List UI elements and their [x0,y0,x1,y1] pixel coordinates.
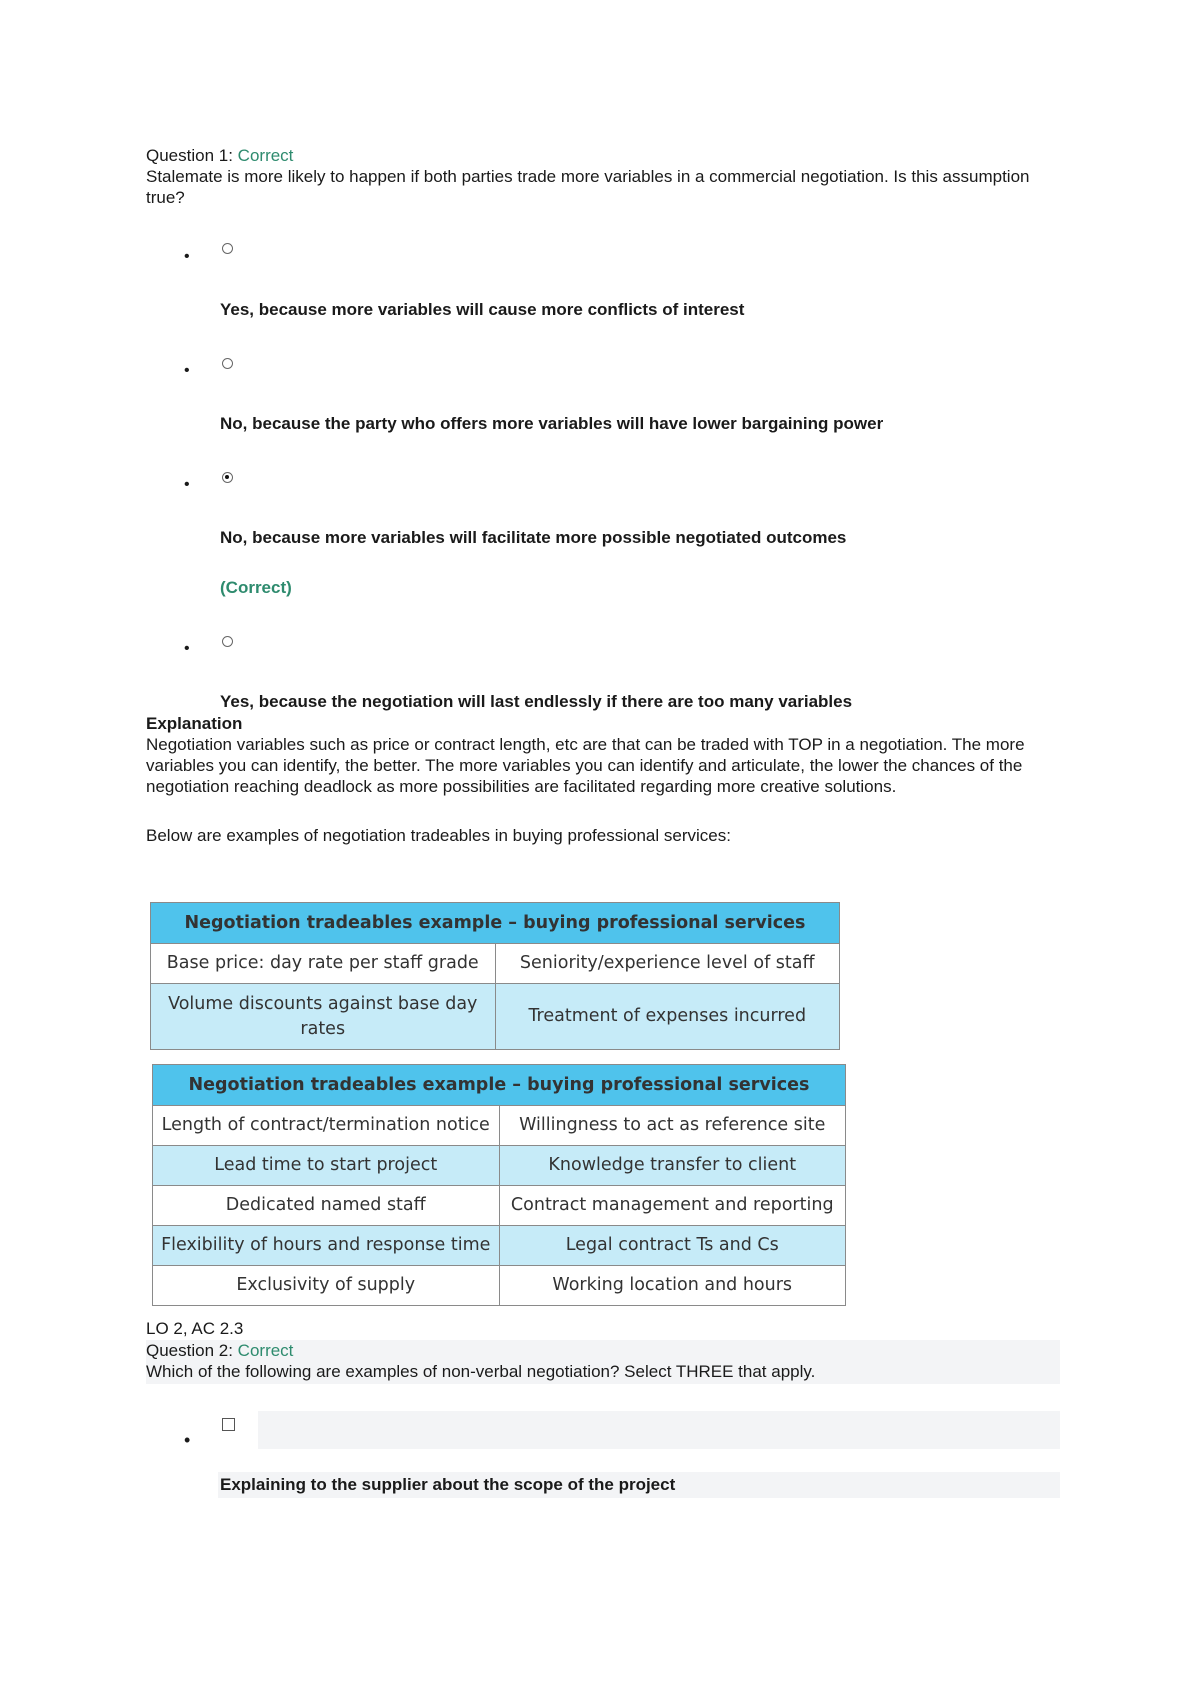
bullet: • [184,476,190,493]
question-2-status: Correct [237,1341,294,1360]
option-shade [258,1411,1060,1449]
table-cell: Dedicated named staff [153,1186,500,1226]
table-cell: Knowledge transfer to client [499,1146,846,1186]
correct-tag: (Correct) [220,578,292,597]
q2-option-1-label: Explaining to the supplier about the scope of the project [220,1475,676,1494]
table-cell: Working location and hours [499,1266,846,1306]
option-4-label: Yes, because the negotiation will last endlessly if there are too many variables [220,692,853,711]
radio-option-3-selected[interactable] [222,472,233,483]
question-2-heading [146,1340,1046,1361]
table-cell: Treatment of expenses incurred [495,984,840,1050]
question-1-prefix: Question 1: [146,146,238,165]
tradeables-table-2 [152,1064,846,1306]
radio-option-4[interactable] [222,636,233,647]
table-2-header: Negotiation tradeables example – buying professional services [153,1065,846,1106]
question-1-heading [146,145,1046,166]
question-1-status: Correct [237,146,294,165]
table-cell: Willingness to act as reference site [499,1106,846,1146]
explanation-title: Explanation [146,714,243,733]
radio-option-2[interactable] [222,358,233,369]
explanation [146,713,1052,846]
radio-option-1[interactable] [222,243,233,254]
table-cell: Legal contract Ts and Cs [499,1226,846,1266]
tradeables-table-1 [150,902,840,1050]
question-2 [146,1340,1046,1382]
explanation-paragraph: Negotiation variables such as price or contract length, etc are that can be traded with TOP in a negotiation. The more variables you can identify, the better. The more variables you can identify and articulate, the lower the chances of the negotiation reaching deadlock as more possibilities are facilitated regarding more creative solutions. [146,735,1025,796]
learning-outcome: LO 2, AC 2.3 [146,1319,244,1338]
table-cell: Base price: day rate per staff grade [151,944,496,984]
table-cell: Flexibility of hours and response time [153,1226,500,1266]
table-cell: Exclusivity of supply [153,1266,500,1306]
option-1-label: Yes, because more variables will cause more conflicts of interest [220,300,745,319]
question-2-prefix: Question 2: [146,1341,238,1360]
question-2-text: Which of the following are examples of non-verbal negotiation? Select THREE that apply. [146,1362,816,1381]
explanation-intro: Below are examples of negotiation tradeables in buying professional services: [146,826,731,845]
bullet: • [184,248,190,265]
option-2-label: No, because the party who offers more variables will have lower bargaining power [220,414,884,433]
question-1-text: Stalemate is more likely to happen if both parties trade more variables in a commercial negotiation. Is this assumption true? [146,167,1030,207]
table-cell: Seniority/experience level of staff [495,944,840,984]
table-cell: Contract management and reporting [499,1186,846,1226]
option-3-label: No, because more variables will facilitate more possible negotiated outcomes [220,528,847,547]
bullet: • [184,362,190,379]
table-1-header: Negotiation tradeables example – buying professional services [151,903,840,944]
bullet: • [184,1430,191,1450]
table-cell: Lead time to start project [153,1146,500,1186]
table-cell: Length of contract/termination notice [153,1106,500,1146]
bullet: • [184,640,190,657]
question-1 [146,145,1046,208]
table-cell: Volume discounts against base day rates [151,984,496,1050]
checkbox-option-1[interactable] [222,1418,235,1431]
